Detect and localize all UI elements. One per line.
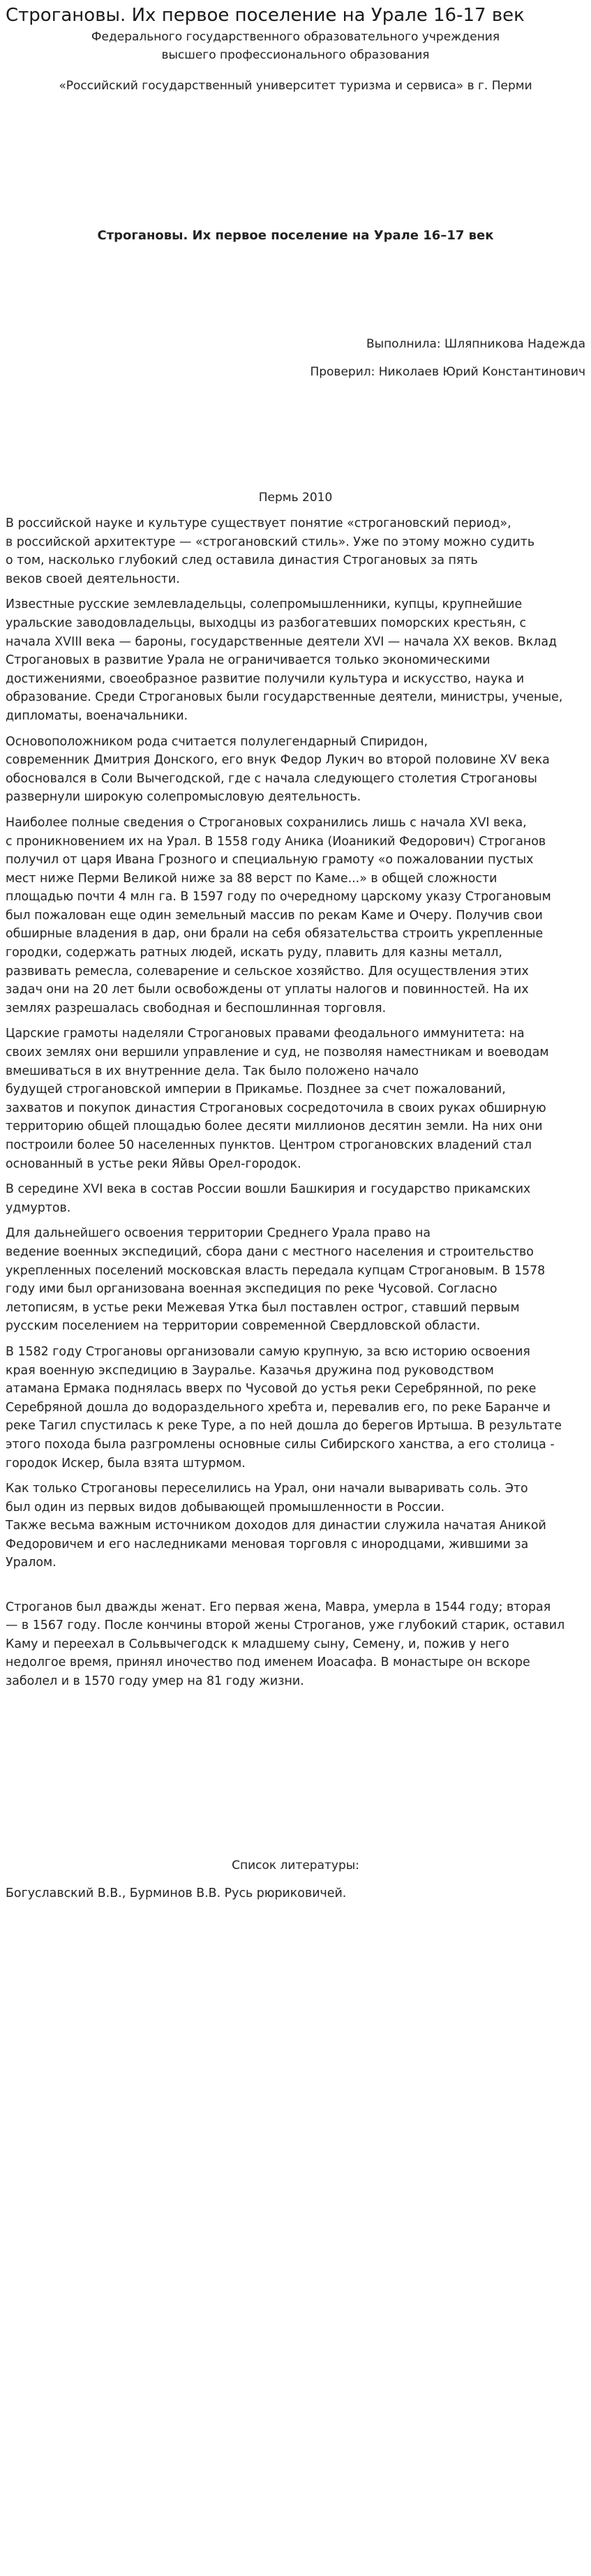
institution-name: Федерального государственного образовательного учреждения высшего профессионального образования	[91, 30, 500, 62]
paragraph: В середине XVI века в состав России вошли Башкирия и государство прикамских удмуртов.	[6, 1182, 531, 1215]
paragraph: В российской науке и культуре существует понятие «строгановский период», в российской архитектуре — «строгановский стиль». Уже по этому можно судить о том, насколько глубокий след оставила династия Строгановых за пять веков своей деятельности.	[6, 516, 535, 586]
paragraph: Основоположником рода считается полулегендарный Спиридон, современник Дмитрия Донского, его внук Федор Лукич во второй половине XV века обосновался в Соли Вычегодской, где с начала следующего столетия Строгановы развернули широкую солепромысловую деятельность.	[6, 734, 550, 805]
references-title: Список литературы:	[232, 1859, 359, 1873]
city-year: Пермь 2010	[258, 491, 333, 505]
paragraph: Как только Строгановы переселились на Урал, они начали вываривать соль. Это был один из первых видов добывающей промышленности в России. Также весьма важным источником доходов для династии служила начатая Аникой Федоровичем и его наследниками меновая торговля с инородцами, жившими за Уралом.	[6, 1482, 546, 1570]
document-title: Строгановы. Их первое поселение на Урале 16-17 век	[6, 5, 525, 26]
paragraph: Строганов был дважды женат. Его первая жена, Мавра, умерла в 1544 году; вторая — в 1567 году. После кончины второй жены Строганов, уже глубокий старик, оставил Каму и переехал в Сольвычегодск к младшему сыну, Семену, и, пожив у него недолгое время, принял иночество под именем Иоасафа. В монастыре он вскоре заболел и в 1570 году умер на 81 году жизни.	[6, 1600, 565, 1689]
paragraph: Царские грамоты наделяли Строгановых правами феодального иммунитета: на своих землях они вершили управление и суд, не позволяя наместникам и воеводам вмешиваться в их внутренние дела. Так было положено начало будущей строгановской империи в Прикамье. Позднее за счет пожалований, захватов и покупок династия Строгановых сосредоточила в своих руках обширную территорию общей площадью более десяти миллионов десятин земли. На них они построили более 50 населенных пунктов. Центром строгановских владений стал основанный в устье реки Яйвы Орел-городок.	[6, 1027, 549, 1171]
author-line: Выполнила: Шляпникова Надежда	[366, 337, 585, 351]
university-name: «Российский государственный университет туризма и сервиса» в г. Перми	[59, 79, 532, 93]
reference-item: Богуславский В.В., Бурминов В.В. Русь рюриковичей.	[6, 1886, 347, 1900]
paragraph: В 1582 году Строгановы организовали самую крупную, за всю историю освоения края военную экспедицию в Зауралье. Казачья дружина под руководством атамана Ермака поднялась вверх по Чусовой до устья реки Серебрянной, по реке Серебряной дошла до водораздельного хребта и, перевалив его, по реке Баранче и реке Тагил спустилась к реке Туре, а по ней дошла до берегов Иртыша. В результате этого похода была разгромлены основные силы Сибирского ханства, а его столица - городок Искер, была взята штурмом.	[6, 1344, 562, 1471]
essay-body	[6, 514, 585, 1698]
essay-subtitle: Строгановы. Их первое поселение на Урале 16–17 век	[97, 228, 494, 243]
reviewer-line: Проверил: Николаев Юрий Константинович	[310, 365, 585, 379]
paragraph: Известные русские землевладельцы, солепромышленники, купцы, крупнейшие уральские заводовладельцы, выходцы из разбогатевших поморских крестьян, с начала XVIII века — бароны, государственные деятели XVI — начала XX веков. Вклад Строгановых в развитие Урала не ограничивается только экономическими достижениями, своеобразное развитие получили культура и искусство, наука и образование. Среди Строгановых были государственные деятели, министры, ученые, дипломаты, военачальники.	[6, 597, 563, 723]
paragraph: Наиболее полные сведения о Строгановых сохранились лишь с начала XVI века, с проникновением их на Урал. В 1558 году Аника (Иоаникий Федорович) Строганов получил от царя Ивана Грозного и специальную грамоту «о пожаловании пустых мест ниже Перми Великой ниже за 88 верст по Каме...» в общей сложности площадью почти 4 млн га. В 1597 году по очередному царскому указу Строгановым был пожалован еще один земельный массив по рекам Каме и Очеру. Получив свои обширные владения в дар, они брали на себя обязательства строить укрепленные городки, содержать ратных людей, искать руду, плавить для казны металл, развивать ремесла, солеварение и сельское хозяйство. Для осуществления этих задач они на 20 лет были освобождены от уплаты налогов и повинностей. На их землях разрешалась свободная и беспошлинная торговля.	[6, 815, 551, 1015]
paragraph: Для дальнейшего освоения территории Среднего Урала право на ведение военных экспедиций, сбора дани с местного населения и строительство укрепленных поселений московская власть передала купцам Строгановым. В 1578 году ими был организована военная экспедиция по реке Чусовой. Согласно летописям, в устье реки Межевая Утка был поставлен острог, ставший первым русским поселением на территории современной Свердловской области.	[6, 1226, 546, 1334]
